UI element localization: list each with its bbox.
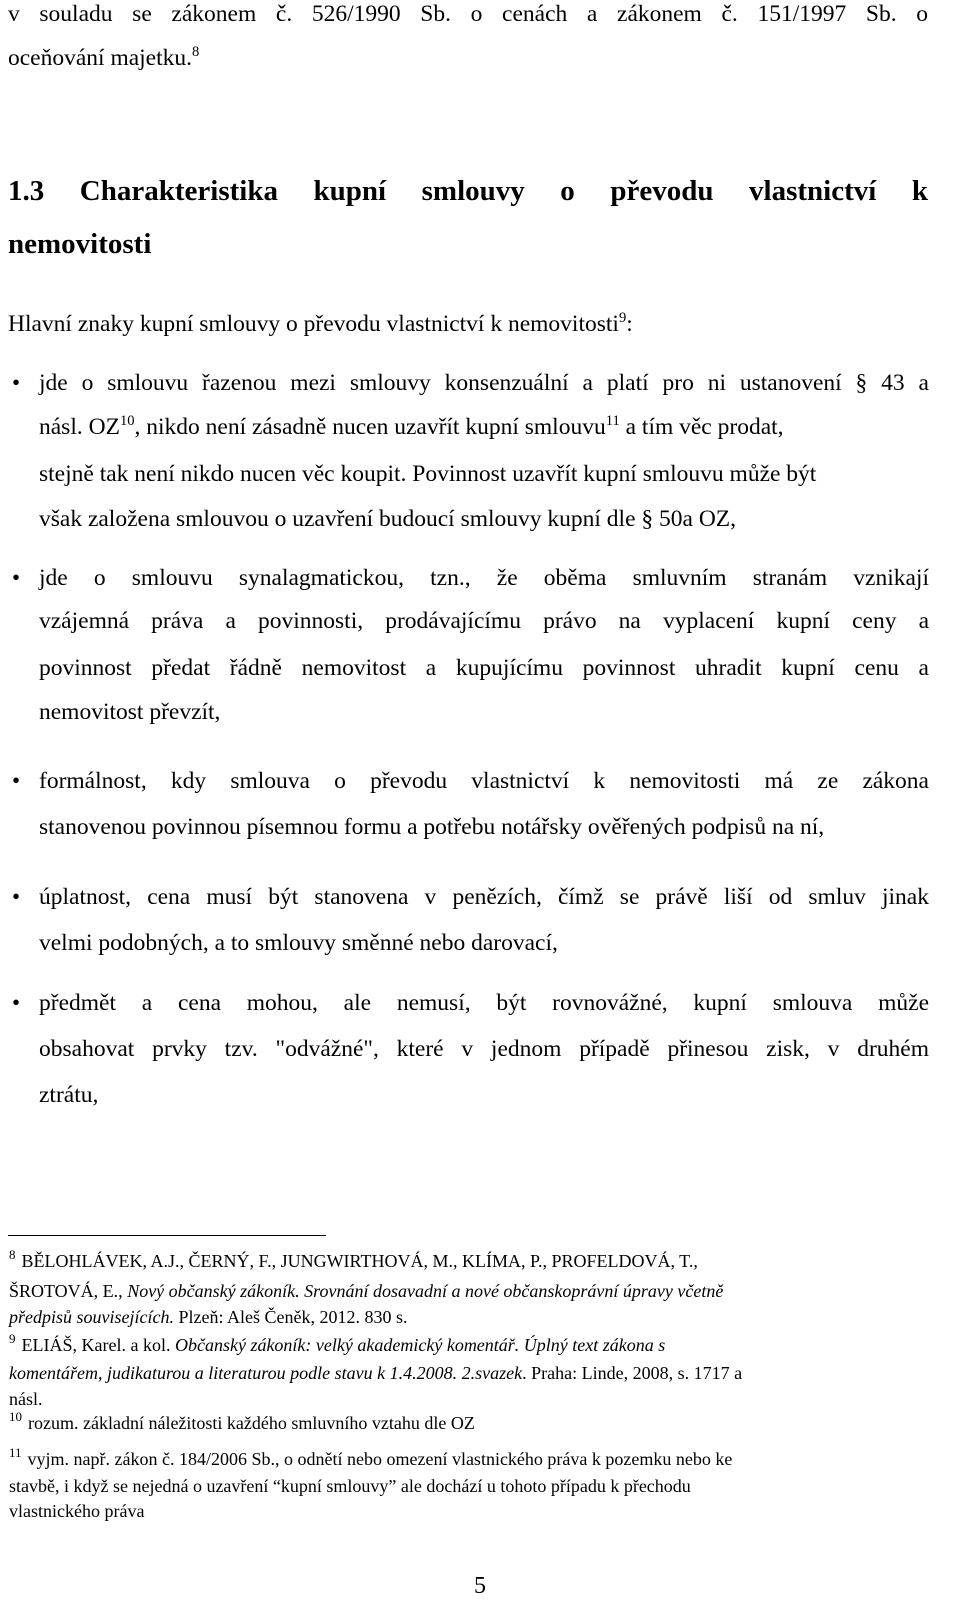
footnote-8-text-2a: ŠROTOVÁ, E., (9, 1281, 128, 1301)
footnote-10-text: rozum. základní náležitosti každého smluvního vztahu dle OZ (28, 1413, 475, 1433)
footnote-11-text-1: vyjm. např. zákon č. 184/2006 Sb., o odnětí nebo omezení vlastnického práva k pozemku nebo ke (27, 1449, 733, 1469)
bullet-4-line-2: velmi podobných, a to smlouvy směnné nebo darovací, (39, 930, 558, 956)
bullet-1-line-2 (39, 413, 784, 441)
bullet-5-line-1: předmět a cena mohou, ale nemusí, být rovnovážné, kupní smlouva může (39, 990, 929, 1016)
footnote-ref-11[interactable]: 11 (605, 413, 620, 430)
footnote-8-text-1: BĚLOHLÁVEK, A.J., ČERNÝ, F., JUNGWIRTHOVÁ, M., KLÍMA, P., PROFELDOVÁ, T., (21, 1251, 698, 1271)
footnote-11-line-1 (9, 1445, 733, 1472)
bullet-3-line-2: stanovenou povinnou písemnou formu a potřebu notářsky ověřených podpisů na ní, (39, 814, 825, 840)
footnote-10-line-1 (9, 1409, 475, 1436)
footnote-8-text-3a: předpisů souvisejících. (9, 1307, 174, 1327)
footnote-11-line-2: stavbě, i když se nejedná o uzavření “kupní smlouvy” ale dochází u tohoto případu k přechodu (9, 1476, 691, 1496)
section-heading-line-1: 1.3 Charakteristika kupní smlouvy o převodu vlastnictví k (8, 175, 928, 207)
footnote-8-line-3 (9, 1306, 407, 1328)
footnote-9-text-1b: Občanský zákoník: velký akademický komentář. Úplný text zákona s (174, 1335, 666, 1355)
bullet-4-line-1: úplatnost, cena musí být stanovena v penězích, čímž se právě liší od smluv jinak (39, 884, 929, 910)
bullet-3-line-1: formálnost, kdy smlouva o převodu vlastnictví k nemovitosti má ze zákona (39, 768, 929, 794)
bullet-4-marker: • (11, 884, 21, 909)
bullet-1-line-2-c: a tím věc prodat, (619, 414, 784, 440)
footnote-11-number: 11 (9, 1445, 22, 1460)
bullet-1-marker: • (11, 370, 21, 395)
intro-line-2 (8, 44, 199, 72)
footnote-ref-9[interactable]: 9 (618, 310, 627, 327)
bullet-5-line-2: obsahovat prvky tzv. "odvážné", které v jednom případě přinesou zisk, v druhém (39, 1036, 929, 1062)
footnote-8-line-1 (9, 1247, 698, 1274)
footnote-10-number: 10 (9, 1409, 22, 1424)
footnote-9-text-2a: komentářem, judikaturou a literaturou podle stavu k 1.4.2008. 2.svazek (9, 1363, 523, 1383)
footnote-ref-10[interactable]: 10 (119, 413, 135, 430)
section-heading-line-2: nemovitosti (8, 228, 152, 260)
intro-line-1: v souladu se zákonem č. 526/1990 Sb. o cenách a zákonem č. 151/1997 Sb. o (8, 1, 928, 27)
bullet-1-line-1: jde o smlouvu řazenou mezi smlouvy konsenzuální a platí pro ni ustanovení § 43 a (39, 370, 929, 396)
footnote-11-line-3: vlastnického práva (9, 1501, 145, 1521)
footnote-9-text-1a: ELIÁŠ, Karel. a kol. (21, 1335, 175, 1355)
footnote-8-text-2b: Nový občanský zákoník. Srovnání dosavadní a nové občanskoprávní úpravy včetně (127, 1281, 724, 1301)
bullet-2-line-1: jde o smlouvu synalagmatickou, tzn., že oběma smluvním stranám vznikají (39, 565, 929, 591)
bullet-5-line-3: ztrátu, (39, 1082, 99, 1108)
footnote-separator (8, 1235, 326, 1236)
footnote-9-number: 9 (9, 1331, 16, 1346)
intro-line-2-text: oceňování majetku. (8, 45, 193, 71)
footnote-8-text-3b: Plzeň: Aleš Čeněk, 2012. 830 s. (173, 1307, 408, 1327)
footnote-9-text-2b: . Praha: Linde, 2008, s. 1717 a (522, 1363, 743, 1383)
bullet-1-line-4: však založena smlouvou o uzavření budoucí smlouvy kupní dle § 50a OZ, (39, 506, 737, 532)
footnote-ref-8[interactable]: 8 (192, 44, 200, 61)
bullet-1-line-2-a: násl. OZ (39, 414, 120, 440)
bullet-1-line-2-b: , nikdo není zásadně nucen uzavřít kupní smlouvu (134, 414, 606, 440)
footnote-8-number: 8 (9, 1247, 16, 1262)
bullet-1-line-3: stejně tak není nikdo nucen věc koupit. Povinnost uzavřít kupní smlouvu může být (39, 461, 817, 487)
bullet-2-line-3: povinnost předat řádně nemovitost a kupujícímu povinnost uhradit kupní cenu a (39, 655, 929, 681)
footnote-9-line-1 (9, 1331, 666, 1358)
page-number: 5 (474, 1573, 486, 1599)
bullet-2-line-2: vzájemná práva a povinnosti, prodávajícímu právo na vyplacení kupní ceny a (39, 608, 929, 634)
bullet-3-marker: • (11, 768, 21, 793)
bullet-2-line-4: nemovitost převzít, (39, 699, 221, 725)
lead-line (8, 310, 633, 338)
bullet-5-marker: • (11, 990, 21, 1015)
bullet-2-marker: • (11, 565, 21, 590)
lead-text: Hlavní znaky kupní smlouvy o převodu vlastnictví k nemovitosti (8, 311, 619, 337)
lead-tail: : (626, 311, 633, 337)
footnote-8-line-2 (9, 1280, 723, 1302)
footnote-9-line-2 (9, 1362, 742, 1384)
footnote-9-line-3: násl. (9, 1389, 43, 1409)
